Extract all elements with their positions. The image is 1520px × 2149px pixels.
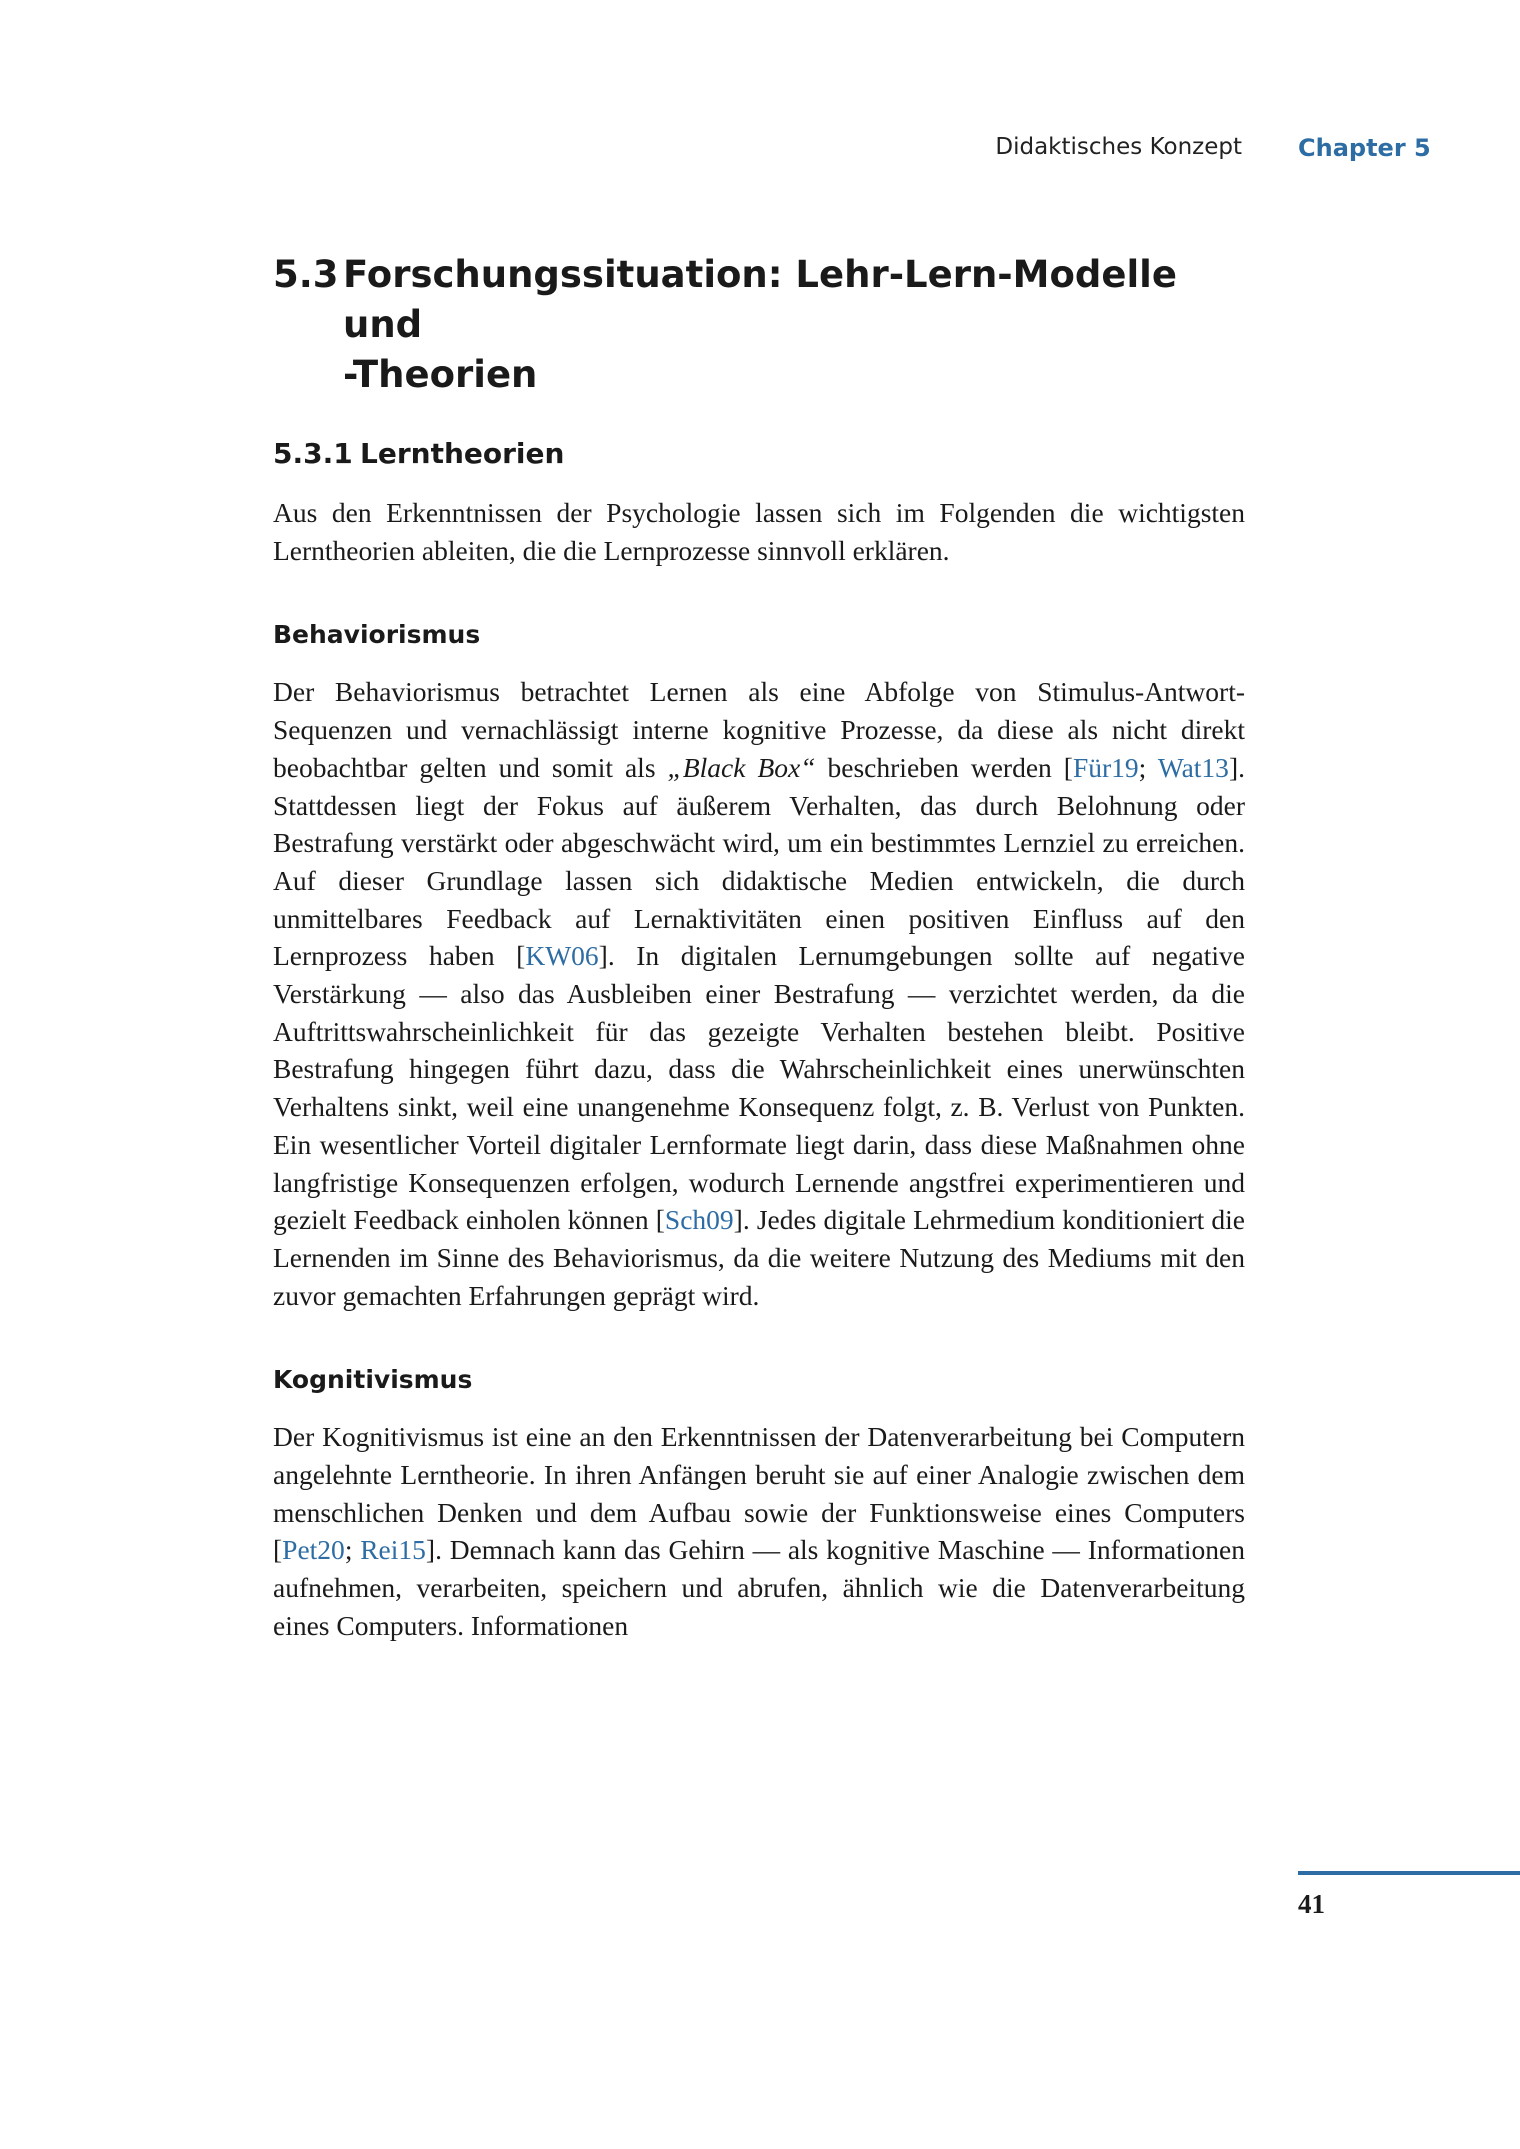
text-run: ]. Demnach kann das Gehirn — als kognitive Maschine — Informationen aufnehmen, verarbeiten, speichern und abrufen, ähnlich wie die Datenverarbeitung eines Computers. Informationen	[273, 1534, 1245, 1641]
text-run: ]. Stattdessen liegt der Fokus auf äußerem Verhalten, das durch Belohnung oder Bestrafung verstärkt oder abgeschwächt wird, um ein bestimmtes Lernziel zu erreichen. Auf dieser Grundlage lassen sich didaktische Medien entwickeln, die durch unmittelbares Feedback auf Lernaktivitäten einen positiven Einfluss auf den Lernprozess haben [	[273, 751, 1245, 972]
running-header	[0, 134, 1520, 174]
citation-link[interactable]: Pet20	[282, 1534, 345, 1566]
text-run: Der Kognitivismus ist eine an den Erkenntnissen der Datenverarbeitung bei Computern angelehnte Lerntheorie. In ihren Anfängen beruht sie auf einer Analogie zwischen dem menschlichen Denken und dem Aufbau sowie der Funktionsweise eines Computers [	[273, 1421, 1245, 1566]
intro-paragraph: Aus den Erkenntnissen der Psychologie lassen sich im Folgenden die wichtigsten Lerntheorien ableiten, die die Lernprozesse sinnvoll erklären.	[273, 497, 1245, 566]
text-run: Der Behaviorismus betrachtet Lernen als eine Abfolge von Stimulus-Antwort-Sequenzen und vernachlässigt interne kognitive Prozesse, da diese als nicht direkt beobachtbar gelten und somit als	[273, 676, 1245, 783]
footer-rule	[1298, 1871, 1520, 1875]
citation-link[interactable]: Für19	[1072, 751, 1139, 783]
citation-link[interactable]: Sch09	[664, 1204, 734, 1236]
citation-separator: ;	[344, 1534, 361, 1566]
section-heading	[273, 250, 1245, 400]
citation-link[interactable]: Rei15	[360, 1534, 426, 1566]
chapter-label: Chapter 5	[1298, 134, 1431, 162]
page-body	[273, 250, 1245, 1645]
text-run: ]. Jedes digitale Lehrmedium konditioniert die Lernenden im Sinne des Behaviorismus, da die weitere Nutzung des Mediums mit den zuvor gemachten Erfahrungen geprägt wird.	[273, 1204, 1245, 1311]
citation-link[interactable]: Wat13	[1157, 751, 1229, 783]
black-box-quote: „Black Box“	[667, 751, 816, 783]
section-number: 5.3	[273, 253, 339, 296]
kognitivismus-paragraph	[273, 1418, 1245, 1644]
behaviorismus-heading: Behaviorismus	[273, 620, 481, 650]
section-title	[343, 250, 1245, 400]
citation-link[interactable]: KW06	[525, 940, 599, 972]
kognitivismus-heading: Kognitivismus	[273, 1365, 473, 1395]
text-run: ]. In digitalen Lernumgebungen sollte auf negative Verstärkung — also das Ausbleiben einer Bestrafung — verzichtet werden, da die Auftrittswahrscheinlichkeit für das gezeigte Verhalten bestehen bleibt. Positive Bestrafung hingegen führt dazu, dass die Wahrscheinlichkeit eines unerwünschten Verhaltens sinkt, weil eine unangenehme Konsequenz folgt, z. B. Verlust von Punkten. Ein wesentlicher Vorteil digitaler Lernformate liegt darin, dass diese Maßnahmen ohne langfristige Konsequenzen erfolgen, wodurch Lernende angstfrei experimentieren und gezielt Feedback einholen können [	[273, 940, 1245, 1236]
subsection-heading	[273, 436, 1245, 472]
section-title-line2: -Theorien	[343, 353, 538, 396]
section-title-line1: Forschungssituation: Lehr-Lern-Modelle und	[343, 253, 1177, 346]
subsection-title: Lerntheorien	[360, 437, 565, 470]
running-title: Didaktisches Konzept	[995, 134, 1242, 160]
text-run: beschrieben werden [	[815, 751, 1073, 783]
citation-separator: ;	[1138, 751, 1158, 783]
behaviorismus-paragraph	[273, 673, 1245, 1314]
page-number: 41	[1298, 1889, 1325, 1919]
subsection-number: 5.3.1	[273, 437, 353, 470]
